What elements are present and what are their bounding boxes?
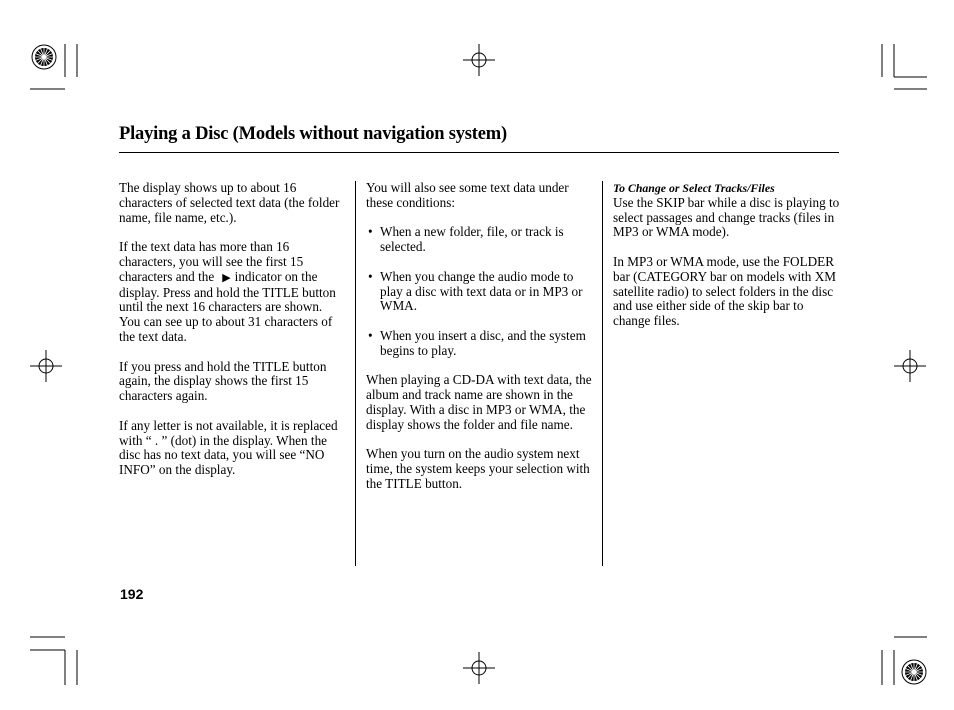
page-title: Playing a Disc (Models without navigation system) xyxy=(119,124,507,144)
paragraph-letter-unavailable: If any letter is not available, it is replaced with “ . ” (dot) in the display. When the disc has no text data, you will see “NO INFO” on the display. xyxy=(119,417,338,478)
column-divider-2 xyxy=(602,181,603,566)
page-number: 192 xyxy=(120,586,144,602)
play-indicator-icon: ▶ xyxy=(222,271,231,284)
paragraph-display-limit: The display shows up to about 16 characters of selected text data (the folder name, file name, etc.). xyxy=(119,180,340,225)
bullet-icon: • xyxy=(368,268,373,284)
registration-crosshair-top xyxy=(463,44,495,76)
paragraph-skip-bar: Use the SKIP bar while a disc is playing to select passages and change tracks (files in MP3 or WMA mode). xyxy=(613,194,840,240)
list-item-text: When you insert a disc, and the system begins to play. xyxy=(380,327,586,358)
paragraph-press-again: If you press and hold the TITLE button again, the display shows the first 15 characters again. xyxy=(119,358,327,404)
paragraph-text: indicator on the display. Press and hold the TITLE button until the next 16 characters are shown. You can see up to about 31 characters of the text data. xyxy=(119,268,336,344)
paragraph-folder-bar: In MP3 or WMA mode, use the FOLDER bar (CATEGORY bar on models with XM satellite radio) to select folders in the disc and use either side of the skip bar to change files. xyxy=(613,253,836,329)
registration-starburst-top-left xyxy=(32,45,56,69)
list-item-text: When you change the audio mode to play a disc with text data or in MP3 or WMA. xyxy=(380,268,583,314)
list-item xyxy=(366,270,594,314)
paragraph-more-than-16 xyxy=(119,240,345,345)
list-item-text: When a new folder, file, or track is selected. xyxy=(380,224,564,255)
registration-crosshair-right xyxy=(894,350,926,382)
title-rule xyxy=(119,152,839,153)
conditions-list xyxy=(366,225,594,358)
paragraph-text: If the text data has more than 16 characters, you will see the first 15 characters and the xyxy=(119,239,304,284)
list-item xyxy=(366,329,594,359)
section-subheading: To Change or Select Tracks/Files xyxy=(613,181,775,195)
paragraph-cd-da: When playing a CD-DA with text data, the album and track name are shown in the display. With a disc in MP3 or WMA, the display shows the folder and file name. xyxy=(366,372,592,432)
paragraph-turn-on: When you turn on the audio system next time, the system keeps your selection with the TITLE button. xyxy=(366,446,590,491)
column-divider-1 xyxy=(355,181,356,566)
registration-crosshair-left xyxy=(30,350,62,382)
bullet-icon: • xyxy=(368,327,373,343)
registration-starburst-bottom-right xyxy=(902,660,926,684)
column-3 xyxy=(613,181,841,344)
paragraph-conditions-intro: You will also see some text data under these conditions: xyxy=(366,180,569,210)
column-2 xyxy=(366,181,594,507)
column-1 xyxy=(119,181,345,493)
registration-crosshair-bottom xyxy=(463,652,495,684)
list-item xyxy=(366,225,594,255)
bullet-icon: • xyxy=(368,224,373,240)
